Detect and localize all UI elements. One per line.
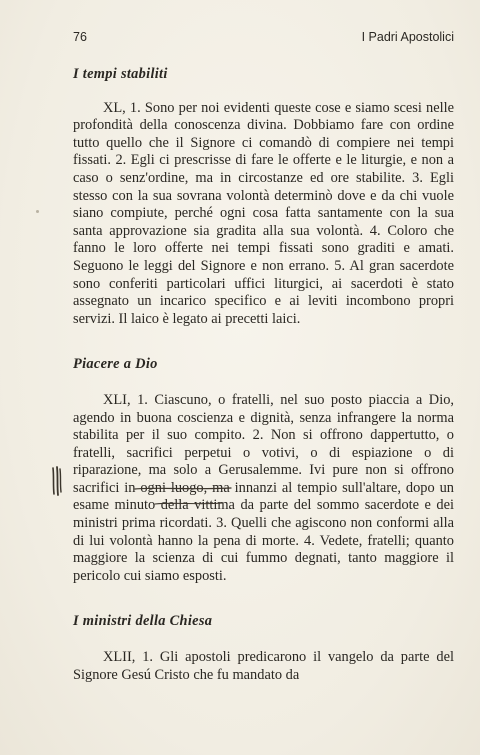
page-body xyxy=(73,66,454,684)
section-paragraph: XLII, 1. Gli apostoli predicarono il vangelo da parte del Signore Gesú Cristo che fu mandato da xyxy=(73,649,454,683)
running-title: I Padri Apostolici xyxy=(361,30,454,44)
section-paragraph: XLI, 1. Ciascuno, o fratelli, nel suo posto piaccia a Dio, agendo in buona coscienza e dignità, senza infrangere la norma stabilita per il suo compito. 2. Non si offrono dappertutto, o fratelli, sacrifici perpetui o votivi, o di espiazione o di riparazione, ma solo a Gerusalemme. Ivi pure non si offrono sacrifici in ogni luogo, ma innanzi al tempio sull'altare, dopo un esame minuto della vittima da parte del sommo sacerdote e dei ministri prima ricordati. 3. Quelli che agiscono non conformi alla di lui volontà hanno la pena di morte. 4. Vedete, fratelli; quanto maggiore la scienza di cui fummo degnati, tanto maggiore il pericolo cui siamo esposti. xyxy=(73,391,454,584)
handwritten-underline xyxy=(154,500,224,506)
section-title: Piacere a Dio xyxy=(73,356,158,373)
page-header xyxy=(73,30,454,48)
section-title: I tempi stabiliti xyxy=(73,66,168,82)
handwritten-margin-mark xyxy=(51,466,63,496)
ink-dot xyxy=(36,210,39,213)
section-title: I ministri della Chiesa xyxy=(73,613,213,630)
page-number: 76 xyxy=(73,30,87,44)
section-paragraph: XL, 1. Sono per noi evidenti queste cose e siamo scesi nelle profondità della conoscenza divina. Dobbiamo fare con ordine tutto quello che il Signore ci comandò di compiere nei tempi fissati. 2. Egli ci prescrisse di fare le offerte e le liturgie, e non a caso o senz'ordine, ma in circostanze ed ore stabilite. 3. Egli stesso con la sua sovrana volontà determinò dove e da chi vuole siano compiute, perché ogni cosa fatta santamente con la sua santa approvazione sia gradita alla sua volontà. 4. Coloro che fanno le loro offerte nei tempi fissati sono graditi e amati. Seguono le leggi del Signore e non errano. 5. Al gran sacerdote sono conferiti particolari uffici liturgici, ai sacerdoti è stato assegnato un incarico specifico e ai leviti incombono propri servizi. Il laico è legato ai precetti laici. xyxy=(73,99,454,327)
handwritten-underline xyxy=(134,484,232,492)
